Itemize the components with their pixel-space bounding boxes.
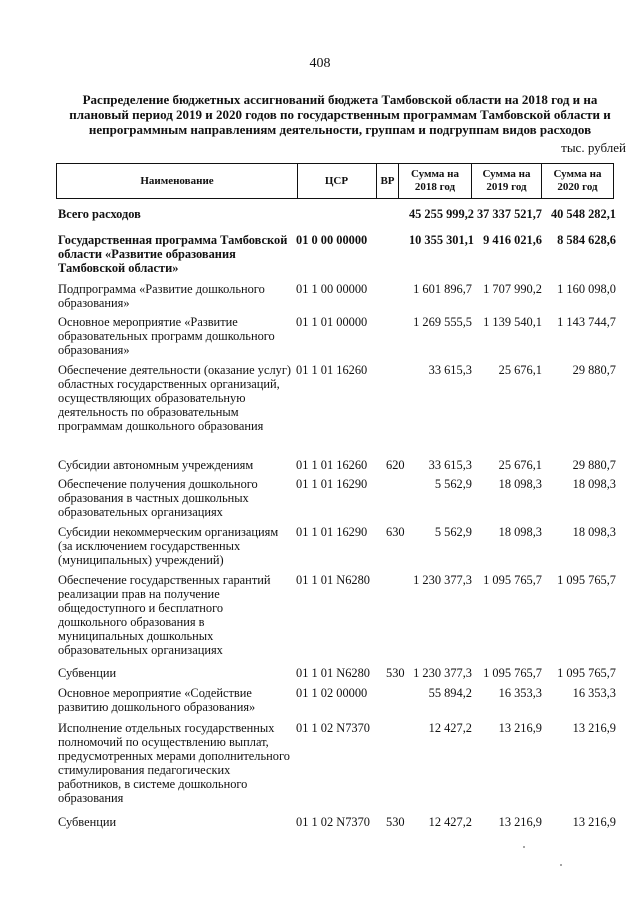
scan-speck	[560, 864, 562, 866]
header-sum-2020: Сумма на 2020 год	[542, 163, 614, 199]
row-sum-2020: 29 880,7	[572, 458, 616, 472]
row-sum-2020: 29 880,7	[572, 363, 616, 377]
row-name: Всего расходов	[58, 207, 141, 221]
header-sum-2019: Сумма на 2019 год	[472, 163, 542, 199]
header-name: Наименование	[56, 163, 298, 199]
row-sum-2018: 12 427,2	[428, 721, 472, 735]
row-sum-2020: 16 353,3	[572, 686, 616, 700]
row-csr: 01 1 01 16260	[296, 458, 368, 472]
row-sum-2020: 1 095 765,7	[557, 573, 616, 587]
row-name: Субвенции	[58, 666, 117, 680]
row-csr: 01 1 01 N6280	[296, 666, 370, 680]
row-sum-2020: 13 216,9	[572, 815, 616, 829]
row-sum-2020: 8 584 628,6	[557, 233, 616, 247]
row-sum-2020: 1 160 098,0	[557, 282, 616, 296]
row-sum-2018: 45 255 999,2	[408, 207, 474, 221]
row-csr: 01 1 01 16260	[296, 363, 368, 377]
row-name: Подпрограмма «Развитие дошкольного образования»	[58, 282, 265, 310]
row-sum-2019: 1 707 990,2	[483, 282, 542, 296]
row-sum-2020: 18 098,3	[572, 477, 616, 491]
row-name: Государственная программа Тамбовской области «Развитие образования Тамбовской области»	[58, 233, 288, 275]
row-sum-2019: 18 098,3	[498, 525, 542, 539]
page-number: 408	[309, 56, 331, 71]
row-sum-2018: 55 894,2	[428, 686, 472, 700]
row-sum-2018: 33 615,3	[428, 458, 472, 472]
row-csr: 01 1 00 00000	[296, 282, 368, 296]
row-name: Субсидии некоммерческим организациям (за исключением государственных (муниципальных) учреждений)	[58, 525, 279, 567]
row-sum-2019: 13 216,9	[498, 721, 542, 735]
row-sum-2019: 13 216,9	[498, 815, 542, 829]
row-sum-2018: 33 615,3	[428, 363, 472, 377]
row-sum-2019: 16 353,3	[498, 686, 542, 700]
row-sum-2020: 40 548 282,1	[550, 207, 616, 221]
row-sum-2018: 5 562,9	[434, 525, 472, 539]
row-name: Основное мероприятие «Развитие образовательных программ дошкольного образования»	[58, 315, 275, 357]
row-csr: 01 1 02 00000	[296, 686, 368, 700]
row-sum-2019: 25 676,1	[498, 458, 542, 472]
row-sum-2019: 9 416 021,6	[483, 233, 542, 247]
row-sum-2018: 10 355 301,1	[408, 233, 474, 247]
header-csr: ЦСР	[297, 163, 377, 199]
row-csr: 01 1 01 00000	[296, 315, 368, 329]
row-vr: 530	[386, 815, 405, 829]
row-csr: 01 0 00 00000	[296, 233, 368, 247]
row-csr: 01 1 02 N7370	[296, 721, 370, 735]
row-sum-2020: 1 143 744,7	[557, 315, 616, 329]
row-sum-2019: 18 098,3	[498, 477, 542, 491]
row-sum-2018: 1 230 377,3	[413, 666, 472, 680]
row-sum-2018: 1 230 377,3	[413, 573, 472, 587]
row-vr: 630	[386, 525, 405, 539]
row-sum-2018: 12 427,2	[428, 815, 472, 829]
document-title: Распределение бюджетных ассигнований бюджета Тамбовской области на 2018 год и на плановый период 2019 и 2020 годов по государственным программам Тамбовской области и непрограммным направлениям деятельности, группам и подгруппам видов расходов	[69, 92, 611, 137]
row-name: Обеспечение получения дошкольного образования в частных дошкольных образовательных организациях	[58, 477, 258, 519]
units-label: тыс. рублей	[561, 140, 626, 155]
row-sum-2018: 1 269 555,5	[413, 315, 472, 329]
row-sum-2020: 1 095 765,7	[557, 666, 616, 680]
row-name: Обеспечение деятельности (оказание услуг) областных государственных организаций, осуществляющих образовательную деятельность по образовательным программам дошкольного образования	[58, 363, 292, 433]
row-name: Исполнение отдельных государственных полномочий по осуществлению выплат, предусмотренных мерами дополнительного стимулирования педагогических работников, в системе дошкольного образования	[58, 721, 290, 805]
header-sum-2018: Сумма на 2018 год	[399, 163, 472, 199]
row-csr: 01 1 02 N7370	[296, 815, 370, 829]
row-sum-2019: 1 095 765,7	[483, 666, 542, 680]
row-csr: 01 1 01 N6280	[296, 573, 370, 587]
row-sum-2019: 25 676,1	[498, 363, 542, 377]
row-sum-2018: 5 562,9	[434, 477, 472, 491]
row-csr: 01 1 01 16290	[296, 477, 368, 491]
row-sum-2018: 1 601 896,7	[413, 282, 472, 296]
row-vr: 530	[386, 666, 405, 680]
row-sum-2019: 1 095 765,7	[483, 573, 542, 587]
row-sum-2019: 1 139 540,1	[483, 315, 542, 329]
row-name: Субсидии автономным учреждениям	[58, 458, 254, 472]
row-name: Обеспечение государственных гарантий реализации прав на получение общедоступного и бесплатного дошкольного образования в муниципальных дошкольных образовательных организациях	[58, 573, 271, 657]
row-name: Субвенции	[58, 815, 117, 829]
row-sum-2020: 13 216,9	[572, 721, 616, 735]
row-vr: 620	[386, 458, 405, 472]
scan-speck	[523, 846, 525, 848]
header-vr: ВР	[377, 163, 399, 199]
row-csr: 01 1 01 16290	[296, 525, 368, 539]
row-sum-2020: 18 098,3	[572, 525, 616, 539]
row-sum-2019: 37 337 521,7	[476, 207, 542, 221]
row-name: Основное мероприятие «Содействие развитию дошкольного образования»	[58, 686, 256, 714]
